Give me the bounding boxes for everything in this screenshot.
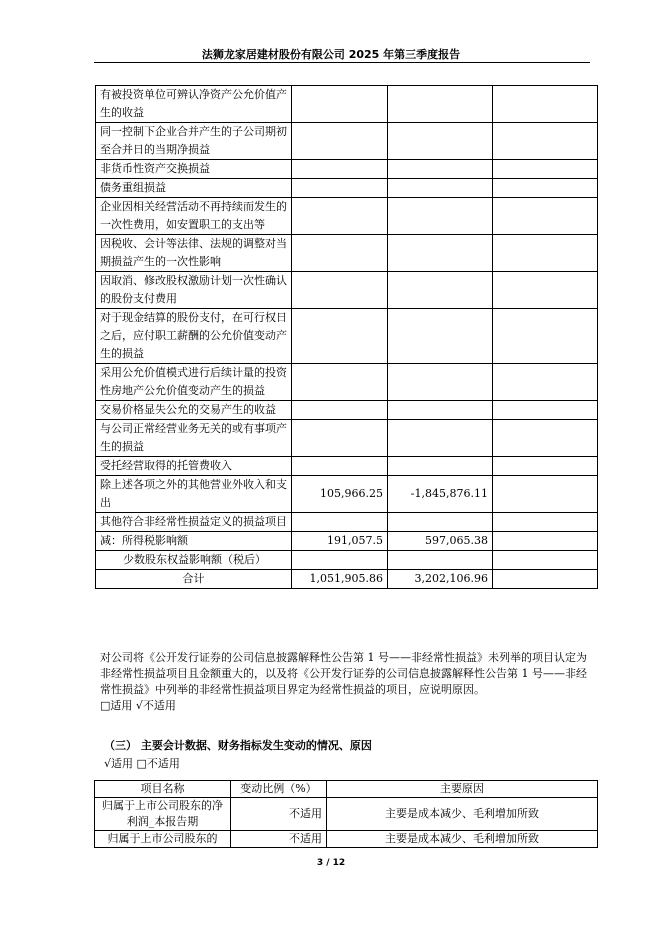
value-current (292, 513, 388, 532)
table-row (96, 235, 598, 272)
column-header: 项目名称 (95, 781, 231, 798)
non-recurring-gains-table (95, 85, 598, 589)
row-label: 同一控制下企业合并产生的子公司期初至合并日的当期净损益 (96, 123, 292, 160)
value-current (292, 551, 388, 570)
row-label: 少数股东权益影响额（税后） (96, 551, 292, 570)
row-label: 非货币性资产交换损益 (96, 160, 292, 179)
header-divider (94, 62, 590, 63)
table-row (96, 198, 598, 235)
value-current (292, 179, 388, 198)
table-row (96, 457, 598, 476)
table-header-row (95, 781, 598, 798)
value-note (493, 551, 598, 570)
row-label: 企业因相关经营活动不再持续而发生的一次性费用，如安置职工的支出等 (96, 198, 292, 235)
value-ytd (388, 179, 493, 198)
value-ytd (388, 457, 493, 476)
value-note (493, 513, 598, 532)
table-row (96, 420, 598, 457)
value-note (493, 570, 598, 589)
note-text: 对公司将《公开发行证券的公司信息披露解释性公告第 1 号——非经常性损益》未列举的项目认定为非经常性损益项目且金额重大的，以及将《公开发行证券的公司信息披露解释性公告第 1 号——非经常性损益》中列举的非经常性损益项目界定为经常性损益的项目，应说明原因。 (100, 651, 587, 696)
table-row (96, 551, 598, 570)
row-label: 除上述各项之外的其他营业外收入和支出 (96, 476, 292, 513)
row-label: 受托经营取得的托管费收入 (96, 457, 292, 476)
value-current: 191,057.5 (292, 532, 388, 551)
row-label: 合计 (96, 570, 292, 589)
value-note (493, 123, 598, 160)
value-current (292, 160, 388, 179)
value-note (493, 160, 598, 179)
value-note (493, 401, 598, 420)
explanation-note (100, 650, 595, 714)
value-note (493, 179, 598, 198)
table-row (96, 364, 598, 401)
report-header: 法狮龙家居建材股份有限公司 2025 年第三季度报告 (201, 48, 461, 61)
table-row (96, 160, 598, 179)
table-row (96, 401, 598, 420)
value-current (292, 401, 388, 420)
value-note (493, 420, 598, 457)
value-ytd (388, 364, 493, 401)
value-current: 1,051,905.86 (292, 570, 388, 589)
value-current (292, 235, 388, 272)
change-ratio: 不适用 (231, 831, 327, 848)
table-row (96, 86, 598, 123)
row-label: 因税收、会计等法律、法规的调整对当期损益产生的一次性影响 (96, 235, 292, 272)
value-note (493, 309, 598, 364)
value-ytd: 3,202,106.96 (388, 570, 493, 589)
note-option: □适用 √不适用 (100, 699, 176, 712)
value-current (292, 198, 388, 235)
value-ytd (388, 420, 493, 457)
row-label: 债务重组损益 (96, 179, 292, 198)
value-note (493, 272, 598, 309)
value-current (292, 309, 388, 364)
table-row (96, 476, 598, 513)
item-name: 归属于上市公司股东的净利润_本报告期 (95, 798, 231, 831)
value-current (292, 364, 388, 401)
value-note (493, 476, 598, 513)
value-current (292, 86, 388, 123)
value-current (292, 272, 388, 309)
row-label: 采用公允价值模式进行后续计量的投资性房地产公允价值变动产生的损益 (96, 364, 292, 401)
value-current (292, 457, 388, 476)
main-reason: 主要是成本减少、毛利增加所致 (327, 798, 598, 831)
section-title: （三） 主要会计数据、财务指标发生变动的情况、原因 (104, 739, 372, 752)
value-ytd (388, 401, 493, 420)
table-row (96, 179, 598, 198)
value-note (493, 364, 598, 401)
column-header: 主要原因 (327, 781, 598, 798)
table-row (96, 532, 598, 551)
column-header: 变动比例（%） (231, 781, 327, 798)
value-current: 105,966.25 (292, 476, 388, 513)
table-row (95, 798, 598, 831)
value-note (493, 457, 598, 476)
table-row (96, 123, 598, 160)
value-ytd: -1,845,876.11 (388, 476, 493, 513)
row-label: 其他符合非经常性损益定义的损益项目 (96, 513, 292, 532)
main-reason: 主要是成本减少、毛利增加所致 (327, 831, 598, 848)
row-label: 与公司正常经营业务无关的或有事项产生的损益 (96, 420, 292, 457)
value-current (292, 123, 388, 160)
value-current (292, 420, 388, 457)
value-note (493, 86, 598, 123)
row-label: 因取消、修改股权激励计划一次性确认的股份支付费用 (96, 272, 292, 309)
value-note (493, 532, 598, 551)
value-ytd: 597,065.38 (388, 532, 493, 551)
row-label: 有被投资单位可辨认净资产公允价值产生的收益 (96, 86, 292, 123)
value-ytd (388, 513, 493, 532)
table-row (96, 570, 598, 589)
value-ytd (388, 272, 493, 309)
value-ytd (388, 198, 493, 235)
value-ytd (388, 551, 493, 570)
item-name: 归属于上市公司股东的 (95, 831, 231, 848)
value-ytd (388, 235, 493, 272)
table-row (95, 831, 598, 848)
value-ytd (388, 160, 493, 179)
value-note (493, 198, 598, 235)
value-ytd (388, 86, 493, 123)
table-row (96, 513, 598, 532)
table-row (96, 272, 598, 309)
table-row (96, 309, 598, 364)
value-ytd (388, 123, 493, 160)
value-ytd (388, 309, 493, 364)
section-option: √适用 □不适用 (104, 757, 180, 770)
row-label: 对于现金结算的股份支付，在可行权日之后，应付职工薪酬的公允价值变动产生的损益 (96, 309, 292, 364)
change-ratio: 不适用 (231, 798, 327, 831)
value-note (493, 235, 598, 272)
row-label: 减：所得税影响额 (96, 532, 292, 551)
page-number: 3 / 12 (316, 858, 346, 868)
row-label: 交易价格显失公允的交易产生的收益 (96, 401, 292, 420)
changes-table (94, 780, 598, 848)
